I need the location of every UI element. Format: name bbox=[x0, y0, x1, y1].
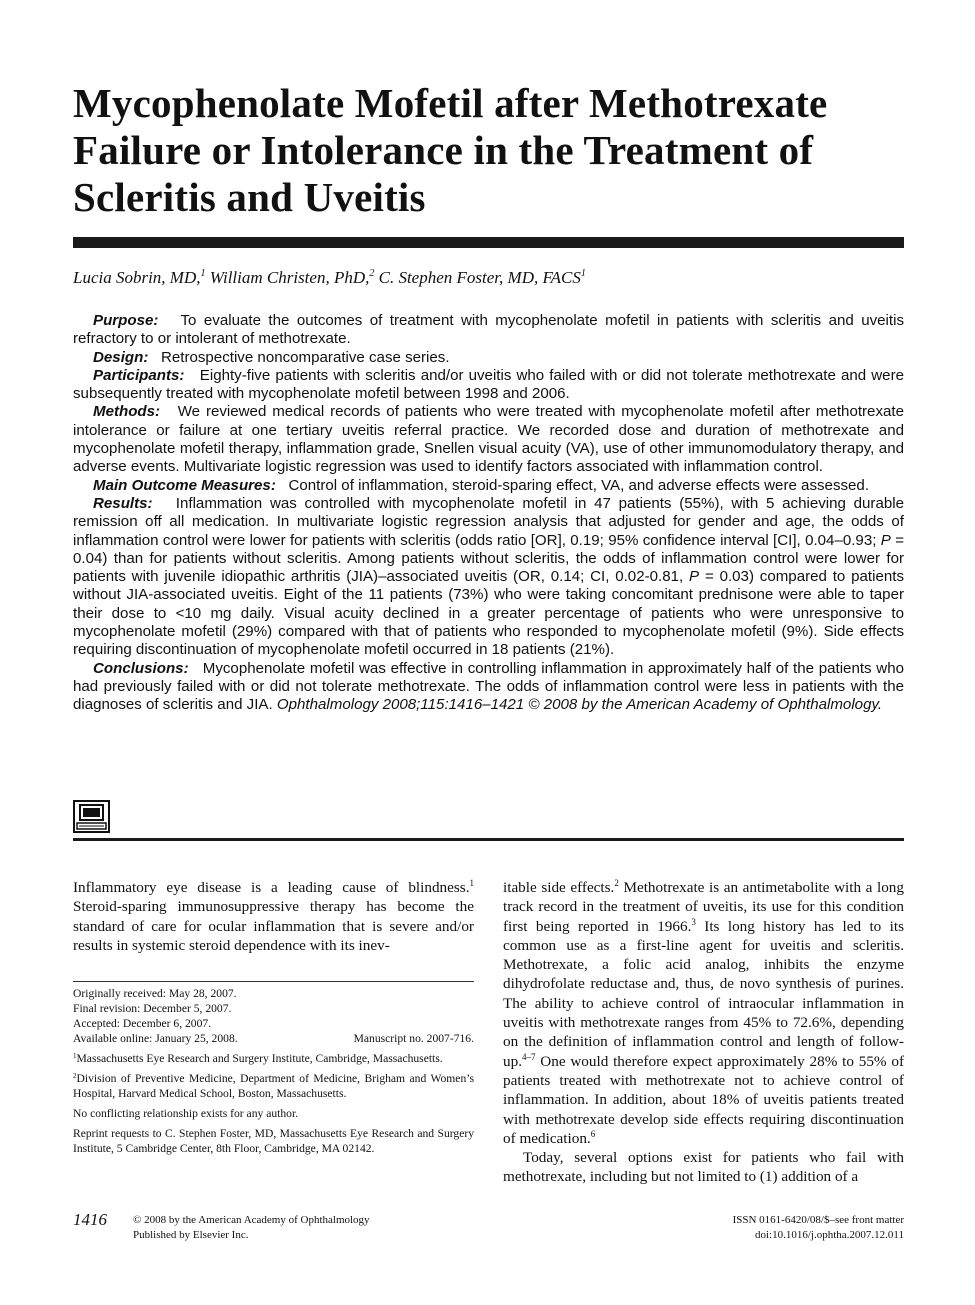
journal-citation: Ophthalmology 2008;115:1416–1421 © 2008 by the American Academy of Ophthalmology. bbox=[276, 696, 883, 714]
conflict-statement: No conflicting relationship exists for any author. bbox=[73, 1107, 299, 1120]
body-text: Inflammatory eye disease is a leading cause of blindness. bbox=[73, 879, 470, 896]
issn-line: ISSN 0161-6420/08/$–see front matter bbox=[732, 1214, 904, 1226]
author-affiliation: 2 bbox=[369, 268, 375, 279]
abstract-text: To evaluate the outcomes of treatment with mycophenolate mofetil in patients with scleritis and uveitis refractory to or intolerant of methotrexate. bbox=[73, 312, 905, 348]
abstract-outcome-measures bbox=[73, 477, 904, 495]
abstract-text: Inflammation was controlled with mycophenolate mofetil in 47 patients (55%), with 5 achieving durable remission off all medication. In multivariate logistic regression analysis that adjusted for gender and age, the odds of inflammation control were lower for patients with scleritis (odds ratio [OR], 0.19; 95% confidence interval [CI], 0.04–0.93; bbox=[73, 494, 904, 549]
body-paragraph bbox=[503, 878, 904, 1148]
affiliation-text: Massachusetts Eye Research and Surgery Institute, Cambridge, Massachusetts. bbox=[76, 1052, 443, 1065]
reference-marker[interactable]: 1 bbox=[469, 878, 474, 888]
p-value-symbol: P bbox=[689, 568, 700, 586]
reference-marker[interactable]: 2 bbox=[614, 878, 619, 888]
manuscript-number: Manuscript no. 2007-716. bbox=[353, 1032, 474, 1045]
abstract-participants bbox=[73, 367, 904, 404]
author-affiliation: 1 bbox=[580, 268, 586, 279]
abstract-text: Control of inflammation, steroid-sparing effect, VA, and adverse effects were assessed. bbox=[288, 476, 870, 494]
abstract-label: Purpose: bbox=[93, 312, 159, 329]
doi-link[interactable]: doi:10.1016/j.ophtha.2007.12.011 bbox=[754, 1229, 904, 1241]
abstract-label: Design: bbox=[93, 348, 149, 366]
abstract bbox=[73, 312, 904, 715]
affiliation-2 bbox=[73, 1071, 474, 1101]
abstract-label: Main Outcome Measures: bbox=[93, 476, 276, 494]
computer-monitor-icon bbox=[73, 800, 110, 833]
abstract-label: Conclusions: bbox=[93, 659, 189, 677]
abstract-label: Results: bbox=[93, 494, 153, 512]
page-footer bbox=[73, 1210, 904, 1246]
abstract-rule bbox=[73, 838, 904, 841]
footnote-rule bbox=[73, 981, 474, 982]
abstract-methods bbox=[73, 403, 904, 476]
article-footnotes bbox=[73, 986, 474, 1156]
body-text: itable side effects. bbox=[503, 879, 615, 896]
abstract-design bbox=[73, 349, 904, 367]
publisher-info bbox=[133, 1213, 370, 1243]
body-text: Steroid-sparing immunosuppressive therapy has become the standard of care for ocular inflammation that is severe and/or results in systemic steroid dependence with its inev- bbox=[73, 898, 474, 954]
author-name: William Christen, PhD, bbox=[209, 268, 370, 287]
accepted-date: Accepted: December 6, 2007. bbox=[73, 1017, 212, 1030]
body-text: Its long history has led to its common use as a first-line agent for uveitis and scleritis. Methotrexate, a folic acid analog, inhibits the enzyme dihydrofolate reductase and, thus, de novo synthesis of purines. The ability to achieve control of intraocular inflammation in uveitis with methotrexate ranges from 45% to 72.6%, depending on the definition of inflammation control and length of follow-up. bbox=[503, 917, 904, 1070]
body-text: One would therefore expect approximately 28% to 55% of patients treated with methotrexate not to achieve control of inflammation. In addition, about 18% of uveitis patients treated with methotrexate develop side effects requiring discontinuation of medication. bbox=[503, 1052, 904, 1147]
body-paragraph bbox=[73, 878, 474, 955]
author-affiliation: 1 bbox=[200, 268, 206, 279]
body-paragraph: Today, several options exist for patients who fail with methotrexate, including but not limited to (1) addition of a bbox=[503, 1149, 904, 1186]
p-value-symbol: P bbox=[880, 531, 891, 549]
abstract-label: Methods: bbox=[93, 403, 161, 421]
affiliation-1 bbox=[73, 1051, 474, 1066]
affiliation-text: Division of Preventive Medicine, Department of Medicine, Brigham and Women’s Hospital, Harvard Medical School, Boston, Massachusetts. bbox=[73, 1072, 474, 1100]
body-text: Methotrexate is an antimetabolite with a long track record in the treatment of uveitis, its use for this condition first being reported in 1966. bbox=[503, 879, 904, 935]
abstract-label: Participants: bbox=[93, 366, 185, 384]
abstract-purpose bbox=[73, 312, 904, 349]
copyright-line: © 2008 by the American Academy of Ophthalmology bbox=[133, 1214, 370, 1226]
author-name: Lucia Sobrin, MD, bbox=[73, 268, 201, 287]
reference-marker[interactable]: 3 bbox=[691, 916, 696, 927]
abstract-text: We reviewed medical records of patients who were treated with mycophenolate mofetil after methotrexate intolerance or failure at one tertiary uveitis referral practice. We recorded dose and duration of methotrexate and mycophenolate mofetil therapy, inflammation grade, Snellen visual acuity (VA), use of other immunomodulatory therapy, and adverse events. Multivariate logistic regression was used to identify factors associated with inflammation control. bbox=[73, 403, 904, 476]
received-date: Originally received: May 28, 2007. bbox=[73, 987, 237, 1000]
abstract-conclusions bbox=[73, 660, 904, 715]
affiliation-number: 2 bbox=[73, 1072, 77, 1080]
online-date: Available online: January 25, 2008. bbox=[73, 1032, 238, 1045]
abstract-text: = 0.03) compared to patients without JIA-associated uveitis. Eight of the 11 patients (73%) who were taking concomitant prednisone were able to taper their dose to <10 mg daily. Visual acuity declined in a greater percentage of patients who were unresponsive to mycophenolate mofetil (29%) compared with that of patients who responded to mycophenolate mofetil (9%). Side effects requiring discontinuation of mycophenolate mofetil occurred in 18 patients (21%). bbox=[73, 568, 904, 659]
revision-date: Final revision: December 5, 2007. bbox=[73, 1002, 232, 1015]
publisher-line: Published by Elsevier Inc. bbox=[133, 1229, 249, 1241]
reference-marker[interactable]: 4–7 bbox=[521, 1051, 536, 1062]
abstract-text: = 0.04) than for patients without scleritis. Among patients without scleritis, the odds of inflammation control were lower for patients with juvenile idiopathic arthritis (JIA)–associated uveitis (OR, 0.14; CI, 0.02-0.81, bbox=[73, 531, 905, 586]
abstract-text: Retrospective noncomparative case series. bbox=[160, 348, 450, 366]
page-number: 1416 bbox=[73, 1210, 107, 1229]
online-date-row bbox=[73, 1031, 474, 1046]
abstract-text: Mycophenolate mofetil was effective in controlling inflammation in approximately half of the patients who had previously failed with or did not tolerate methotrexate. The odds of inflammation control were less in patients with the diagnoses of scleritis and JIA. bbox=[73, 659, 904, 714]
abstract-results bbox=[73, 495, 904, 660]
issn-info bbox=[733, 1213, 904, 1243]
title-rule bbox=[73, 237, 904, 248]
body-column-left bbox=[73, 878, 474, 955]
author-name: C. Stephen Foster, MD, FACS bbox=[378, 268, 581, 287]
affiliation-number: 1 bbox=[73, 1052, 77, 1060]
reference-marker[interactable]: 6 bbox=[590, 1128, 596, 1139]
article-title: Mycophenolate Mofetil after Methotrexate Failure or Intolerance in the Treatment of Scleritis and Uveitis bbox=[73, 80, 828, 220]
reprint-requests: Reprint requests to C. Stephen Foster, MD, Massachusetts Eye Research and Surgery Institute, 5 Cambridge Center, 8th Floor, Cambridge, MA 02142. bbox=[73, 1127, 474, 1155]
body-column-right bbox=[503, 878, 904, 1187]
author-list bbox=[73, 268, 586, 288]
abstract-text: Eighty-five patients with scleritis and/or uveitis who failed with or did not tolerate methotrexate and were subsequently treated with mycophenolate mofetil between 1998 and 2006. bbox=[73, 366, 904, 403]
